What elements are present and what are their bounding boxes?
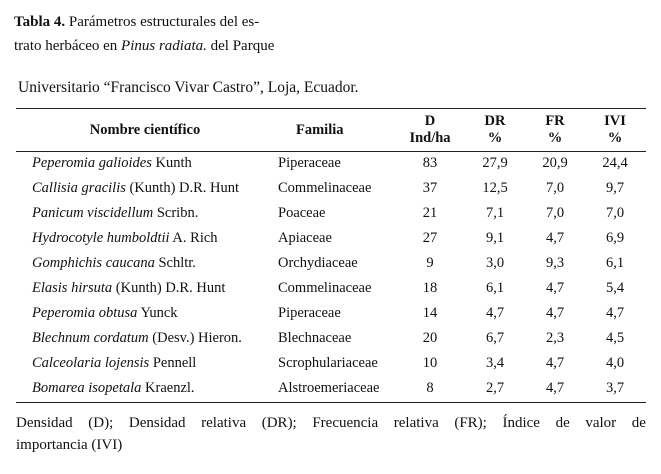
cell-ivi: 4,0 (605, 355, 625, 371)
footnote-word: Densidad (128, 415, 186, 431)
footnote-word: relativa (201, 415, 247, 431)
table-row (16, 226, 646, 251)
cell-d: 83 (422, 155, 438, 171)
table-label: Tabla 4. (14, 14, 66, 30)
caption-line-3: Universitario “Francisco Vivar Castro”, Loja, Ecuador. (18, 79, 359, 96)
cell-ivi: 4,7 (605, 305, 625, 321)
cell-family: Orchydiaceae (278, 255, 358, 271)
caption-text-2a: trato herbáceo en (14, 38, 118, 54)
cell-scientific-name (16, 326, 274, 351)
caption-species: Pinus radiata. (121, 38, 207, 54)
cell-scientific-name (16, 276, 274, 301)
footnote-word: (D); (88, 415, 114, 431)
species-name: Blechnum cordatum (32, 330, 149, 346)
cell-ivi: 9,7 (605, 180, 625, 196)
cell-fr: 4,7 (545, 280, 565, 296)
table-row (16, 351, 646, 376)
footnote-word: Frecuencia (312, 415, 379, 431)
header-ivi-top: IVI (604, 113, 626, 129)
species-name: Gomphichis caucana (32, 255, 155, 271)
footnote-word: Densidad (16, 415, 73, 431)
cell-dr: 7,1 (485, 205, 505, 221)
header-dr-top: DR (484, 113, 506, 129)
table-row (16, 376, 646, 401)
species-name: Calceolaria lojensis (32, 355, 150, 371)
header-fr-bottom: % (547, 130, 563, 146)
species-author: A. Rich (172, 230, 218, 246)
cell-dr: 3,0 (485, 255, 505, 271)
cell-ivi: 5,4 (605, 280, 625, 296)
cell-fr: 2,3 (545, 330, 565, 346)
species-author: Scribn. (156, 205, 199, 221)
cell-family: Poaceae (278, 205, 326, 221)
cell-scientific-name (16, 176, 274, 201)
cell-d: 18 (422, 280, 438, 296)
species-name: Bomarea isopetala (32, 380, 142, 396)
cell-ivi: 3,7 (605, 380, 625, 396)
species-author: Kraenzl. (145, 380, 195, 396)
cell-scientific-name (16, 201, 274, 226)
cell-fr: 4,7 (545, 305, 565, 321)
table-header-row (16, 109, 646, 151)
header-ivi (584, 109, 646, 151)
species-name: Hydrocotyle humboldtii (32, 230, 170, 246)
cell-scientific-name (16, 251, 274, 276)
caption-text-1: Parámetros estructurales del es- (68, 14, 260, 30)
cell-d: 9 (426, 255, 434, 271)
footnote-word: (FR); (454, 415, 487, 431)
footnote-word: relativa (393, 415, 439, 431)
caption-line-2 (14, 37, 274, 55)
cell-fr: 7,0 (545, 205, 565, 221)
cell-fr: 9,3 (545, 255, 565, 271)
cell-d: 8 (426, 380, 434, 396)
header-d-top: D (424, 113, 436, 129)
footnote-word: de (631, 415, 646, 431)
cell-ivi: 24,4 (602, 155, 628, 171)
species-name: Callisia gracilis (32, 180, 126, 196)
caption-line-1 (14, 13, 259, 31)
cell-family: Piperaceae (278, 305, 341, 321)
species-author: (Kunth) D.R. Hunt (115, 280, 226, 296)
footnote (16, 412, 646, 456)
cell-d: 27 (422, 230, 438, 246)
table-row (16, 176, 646, 201)
footnote-word: Índice (502, 415, 540, 431)
cell-dr: 3,4 (485, 355, 505, 371)
cell-family: Scrophulariaceae (278, 355, 378, 371)
footnote-word: de (555, 415, 570, 431)
cell-scientific-name (16, 376, 274, 401)
cell-d: 21 (422, 205, 438, 221)
header-dr-bottom: % (487, 130, 503, 146)
table-bottom-rule (16, 402, 646, 403)
header-fr-top: FR (545, 113, 565, 129)
cell-fr: 4,7 (545, 230, 565, 246)
header-d (396, 109, 464, 151)
cell-dr: 2,7 (485, 380, 505, 396)
table-row (16, 301, 646, 326)
cell-dr: 27,9 (482, 155, 508, 171)
header-ivi-bottom: % (607, 130, 623, 146)
header-d-bottom: Ind/ha (409, 130, 451, 146)
caption-text-2b: del Parque (210, 38, 275, 54)
table-row (16, 251, 646, 276)
species-name: Panicum viscidellum (32, 205, 154, 221)
footnote-line-2: importancia (IVI) (16, 437, 123, 453)
species-author: (Kunth) D.R. Hunt (129, 180, 240, 196)
footnote-word: (DR); (261, 415, 297, 431)
cell-dr: 4,7 (485, 305, 505, 321)
cell-family: Commelinaceae (278, 180, 372, 196)
cell-family: Apiaceae (278, 230, 332, 246)
cell-ivi: 4,5 (605, 330, 625, 346)
species-author: Pennell (152, 355, 197, 371)
cell-scientific-name (16, 151, 274, 176)
species-author: Schltr. (158, 255, 196, 271)
header-fr (526, 109, 584, 151)
cell-scientific-name (16, 226, 274, 251)
cell-dr: 6,7 (485, 330, 505, 346)
species-name: Peperomia galioides (32, 155, 152, 171)
cell-fr: 4,7 (545, 355, 565, 371)
cell-ivi: 6,9 (605, 230, 625, 246)
cell-scientific-name (16, 351, 274, 376)
species-author: (Desv.) Hieron. (152, 330, 242, 346)
cell-dr: 12,5 (482, 180, 508, 196)
table-row (16, 201, 646, 226)
cell-family: Commelinaceae (278, 280, 372, 296)
cell-family: Blechnaceae (278, 330, 352, 346)
cell-dr: 6,1 (485, 280, 505, 296)
cell-d: 14 (422, 305, 438, 321)
table-row (16, 151, 646, 176)
parameters-table (16, 109, 646, 401)
cell-d: 10 (422, 355, 438, 371)
species-author: Kunth (155, 155, 192, 171)
table-row (16, 326, 646, 351)
cell-d: 37 (422, 180, 438, 196)
table-row (16, 276, 646, 301)
cell-family: Piperaceae (278, 155, 341, 171)
cell-family: Alstroemeriaceae (278, 380, 380, 396)
species-name: Peperomia obtusa (32, 305, 138, 321)
cell-fr: 7,0 (545, 180, 565, 196)
header-name: Nombre científico (89, 121, 201, 138)
species-name: Elasis hirsuta (32, 280, 113, 296)
cell-ivi: 7,0 (605, 205, 625, 221)
cell-fr: 20,9 (542, 155, 568, 171)
footnote-line-1 (16, 412, 646, 434)
header-family: Familia (296, 121, 344, 138)
cell-fr: 4,7 (545, 380, 565, 396)
species-author: Yunck (140, 305, 178, 321)
cell-dr: 9,1 (485, 230, 505, 246)
header-dr (464, 109, 526, 151)
cell-scientific-name (16, 301, 274, 326)
footnote-word: valor (585, 415, 617, 431)
cell-ivi: 6,1 (605, 255, 625, 271)
cell-d: 20 (422, 330, 438, 346)
